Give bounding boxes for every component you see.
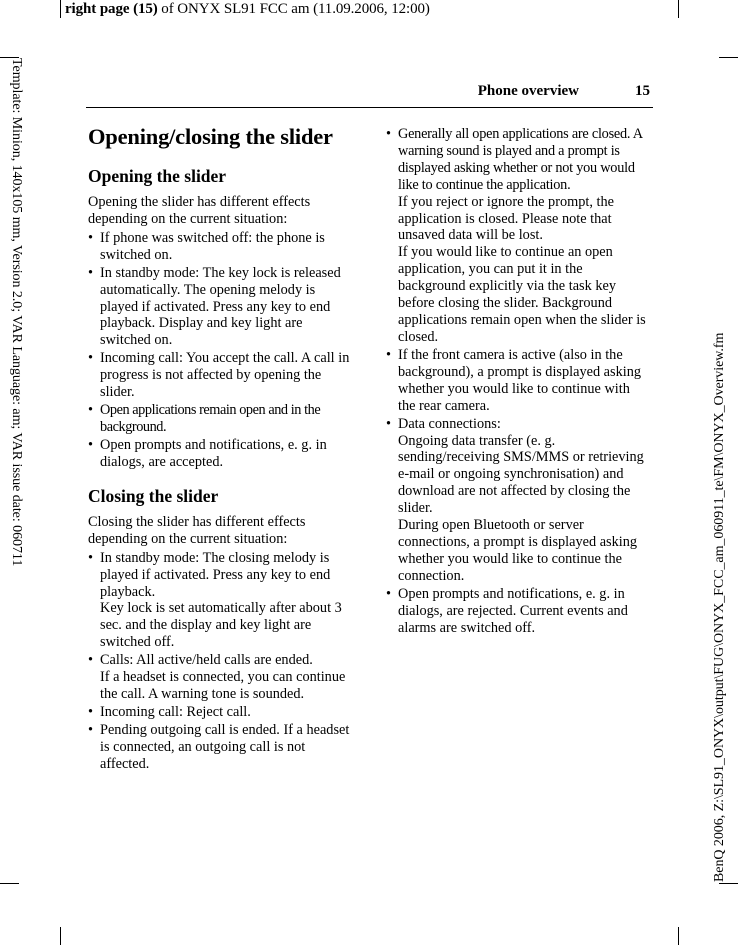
list-item: • If phone was switched off: the phone is switched on.	[88, 230, 354, 264]
template-info-sidebar: Template: Minion, 140x105 mm, Version 2.0; VAR Language: am; VAR issue date: 060711	[9, 58, 24, 567]
slug-document-info: of ONYX SL91 FCC am (11.09.2006, 12:00)	[157, 1, 430, 17]
item-text: Key lock is set automatically after about 3 sec. and the display and key light are switched off.	[100, 600, 342, 651]
crop-mark	[678, 927, 679, 945]
item-text: • Pending outgoing call is ended. If a headset is connected, an outgoing call is not affected.	[100, 722, 350, 772]
item-text: During open Bluetooth or server connections, a prompt is displayed asking whether you would like to continue the connection.	[398, 517, 638, 584]
page-title: Opening/closing the slider	[88, 124, 333, 149]
right-column	[386, 126, 650, 638]
list-item: • Incoming call: You accept the call. A call in progress is not affected by opening the slider.	[88, 350, 354, 401]
list-item: • Open prompts and notifications, e. g. in dialogs, are accepted.	[88, 437, 354, 471]
item-text: • Calls: All active/held calls are ended.	[100, 652, 313, 669]
crop-mark	[60, 927, 61, 945]
item-text: If a headset is connected, you can continue the call. A warning tone is sounded.	[100, 669, 346, 703]
item-text: • In standby mode: The closing melody is played if activated. Press any key to end playback.	[100, 549, 331, 600]
list-item	[88, 550, 354, 651]
item-text: If you reject or ignore the prompt, the application is closed. Please note that unsaved data will be lost.	[398, 193, 614, 244]
opening-list	[88, 230, 354, 471]
crop-mark	[719, 883, 738, 884]
header-rule	[86, 107, 653, 108]
list-item	[88, 652, 354, 703]
list-item: • In standby mode: The key lock is released automatically. The opening melody is played if activated. Press any key to end playback. Display and key light are switched on.	[88, 265, 354, 350]
list-item	[386, 126, 650, 346]
section-title: Phone overview	[477, 83, 579, 99]
running-header	[88, 83, 651, 103]
list-item	[88, 704, 354, 721]
item-text: • Open prompts and notifications, e. g. in dialogs, are rejected. Current events and alarms are switched off.	[398, 585, 628, 636]
crop-mark	[60, 0, 61, 18]
page-number: 15	[635, 83, 650, 99]
crop-mark	[719, 57, 738, 58]
list-item	[386, 586, 650, 637]
item-text: • Incoming call: Reject call.	[100, 704, 251, 721]
item-text: • Generally all open applications are closed. A warning sound is played and a prompt is displayed asking whether or not you would like to continue the application.	[398, 126, 643, 193]
closing-intro: Closing the slider has different effects depending on the current situation:	[88, 513, 306, 547]
file-path-sidebar: BenQ 2006, Z:\SL91_ONYX\output\FUG\ONYX_FCC_am_060911_te\FM\ONYX_Overview.fm	[712, 332, 727, 882]
crop-mark	[0, 883, 19, 884]
closing-heading: Closing the slider	[88, 485, 219, 506]
closing-list-continued	[386, 126, 650, 636]
left-column	[88, 120, 354, 774]
opening-intro: Opening the slider has different effects depending on the current situation:	[88, 194, 311, 227]
item-text: Ongoing data transfer (e. g. sending/receiving SMS/MMS or retrieving e-mail or ongoing synchronisation) and download are not affected by closing the slider.	[398, 432, 644, 517]
item-text: If you would like to continue an open application, you can put it in the background explicitly via the task key before closing the slider. Background applications remain open when the slider is closed.	[398, 244, 646, 345]
list-item: • Open applications remain open and in the background.	[88, 402, 354, 436]
page-slug	[65, 1, 430, 18]
item-text: • If the front camera is active (also in the background), a prompt is displayed asking whether you would like to continue with the rear camera.	[398, 346, 641, 414]
item-text: • Data connections:	[398, 415, 501, 432]
list-item	[88, 722, 354, 773]
closing-list	[88, 550, 354, 773]
crop-mark	[678, 0, 679, 18]
list-item	[386, 347, 650, 415]
slug-page-label: right page (15)	[65, 1, 158, 17]
opening-heading: Opening the slider	[88, 166, 227, 186]
list-item	[386, 416, 650, 585]
